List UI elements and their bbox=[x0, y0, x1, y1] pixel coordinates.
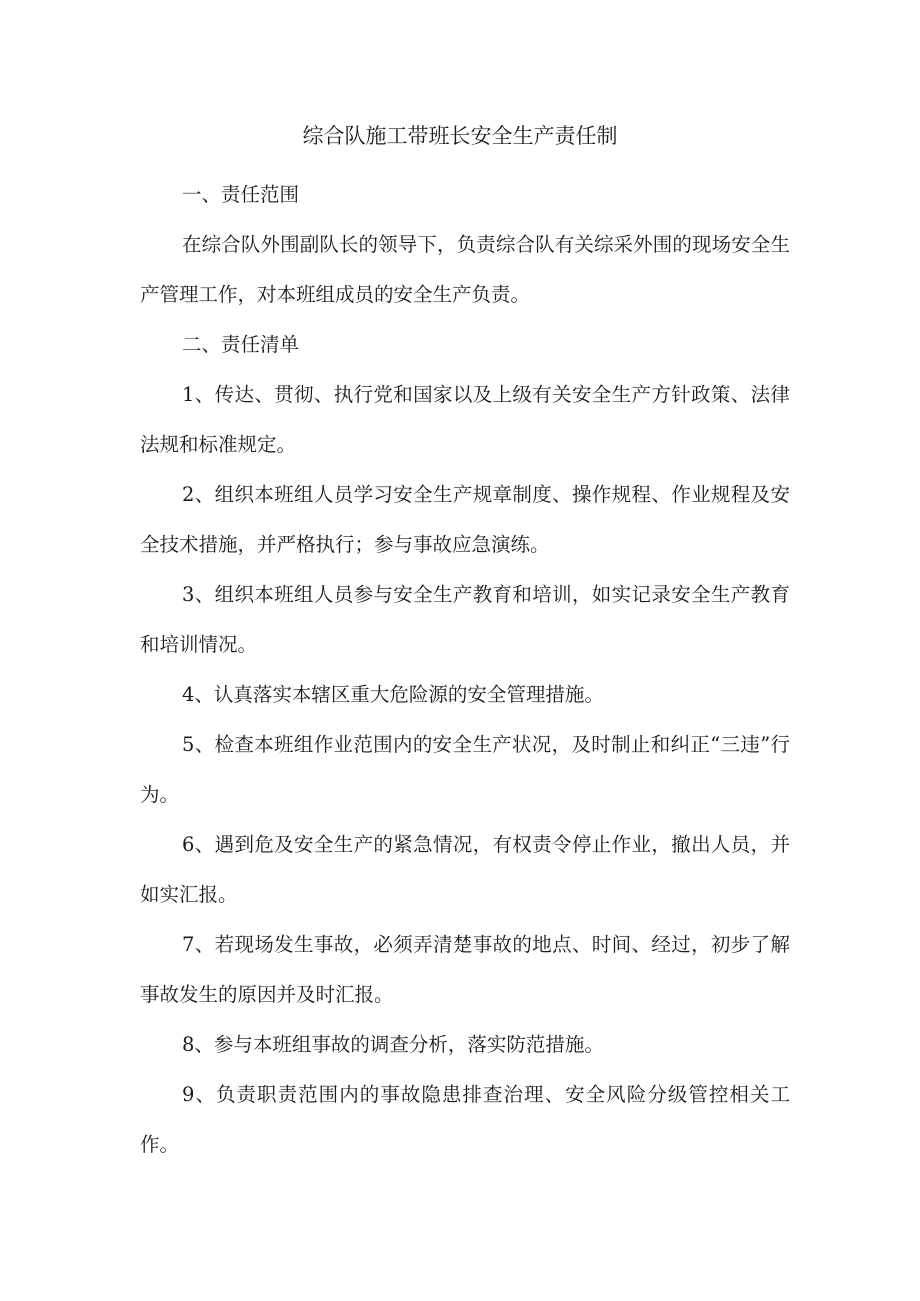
list-item: 8、参与本班组事故的调查分析，落实防范措施。 bbox=[182, 1033, 604, 1056]
list-item: 4、认真落实本辖区重大危险源的安全管理措施。 bbox=[182, 683, 604, 706]
list-item: 7、若现场发生事故，必须弄清楚事故的地点、时间、经过，初步了解事故发生的原因并及时汇报。 bbox=[140, 933, 790, 1006]
list-item: 5、检查本班组作业范围内的安全生产状况，及时制止和纠正“三违”行为。 bbox=[140, 733, 790, 806]
list-item: 6、遇到危及安全生产的紧急情况，有权责令停止作业，撤出人员，并如实汇报。 bbox=[140, 833, 790, 906]
list-item: 1、传达、贯彻、执行党和国家以及上级有关安全生产方针政策、法律法规和标准规定。 bbox=[140, 383, 790, 456]
list-item: 2、组织本班组人员学习安全生产规章制度、操作规程、作业规程及安全技术措施，并严格执行；参与事故应急演练。 bbox=[140, 483, 790, 556]
document-title: 综合队施工带班长安全生产责任制 bbox=[302, 124, 618, 148]
section-heading-scope: 一、责任范围 bbox=[182, 183, 300, 206]
list-item: 3、组织本班组人员参与安全生产教育和培训，如实记录安全生产教育和培训情况。 bbox=[140, 583, 790, 656]
document-body bbox=[140, 170, 790, 1170]
section-heading-list: 二、责任清单 bbox=[182, 333, 300, 356]
list-item: 9、负责职责范围内的事故隐患排查治理、安全风险分级管控相关工作。 bbox=[140, 1083, 790, 1156]
scope-paragraph: 在综合队外围副队长的领导下，负责综合队有关综采外围的现场安全生产管理工作，对本班组成员的安全生产负责。 bbox=[140, 233, 790, 306]
